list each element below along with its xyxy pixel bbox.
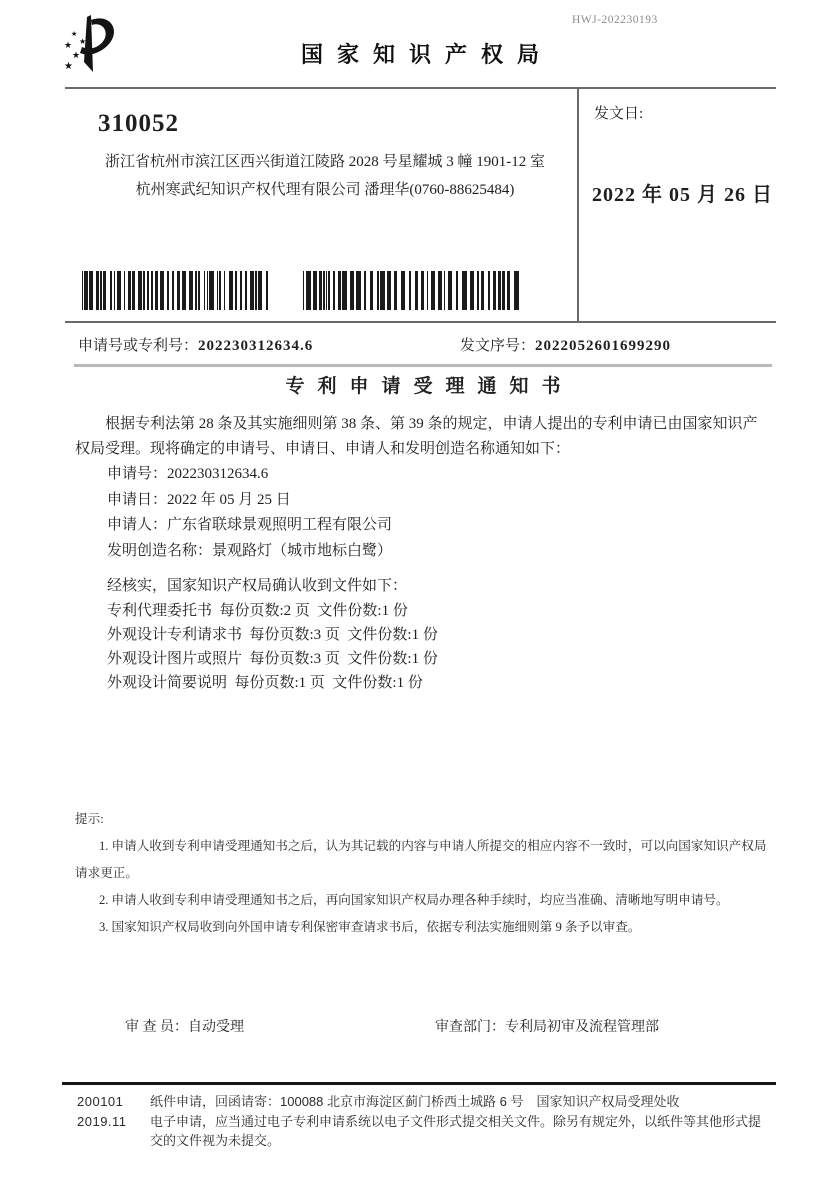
footer [77, 1092, 769, 1151]
serial-number-group [460, 334, 671, 355]
footer-paper-filing-note: 纸件申请，回函请寄：100088 北京市海淀区蓟门桥西土城路 6 号 国家知识产权局受理处收 [150, 1094, 680, 1109]
numbers-row [0, 334, 840, 360]
examiner-value: 自动受理 [188, 1020, 244, 1035]
logo-star-icon: ★ [79, 37, 87, 46]
footer-form-code: 200101 [77, 1094, 124, 1109]
document-line: 专利代理委托书 每份页数:2 页 文件份数:1 份 [107, 603, 408, 619]
logo-star-icon: ★ [72, 50, 81, 60]
detail-filing-date: 申请日：2022 年 05 月 25 日 [107, 491, 291, 508]
logo-star-icon: ★ [71, 30, 78, 38]
postal-code: 310052 [98, 110, 179, 137]
notice-body [75, 374, 771, 695]
department-label: 审查部门： [435, 1020, 505, 1035]
address-issue-divider [577, 88, 579, 322]
detail-invention-title: 发明创造名称：景观路灯（城市地标白鹭） [107, 542, 393, 559]
footer-version-code: 2019.11 [77, 1114, 127, 1129]
footer-row [77, 1092, 769, 1111]
hint-item: 2. 申请人收到专利申请受理通知书之后，再向国家知识产权局办理各种手续时，均应当准确、清晰地写明申请号。 [98, 893, 729, 907]
hints-section [75, 806, 773, 941]
detail-applicant: 申请人：广东省联球景观照明工程有限公司 [107, 517, 393, 533]
department-value: 专利局初审及流程管理部 [505, 1020, 659, 1035]
recipient-line: 杭州寒武纪知识产权代理有限公司 潘理华(0760-88625484) [135, 182, 515, 198]
section-divider [74, 364, 772, 367]
signoff-row [0, 1016, 840, 1040]
notice-title: 专利申请受理通知书 [285, 376, 574, 397]
issue-date-value: 2022 年 05 月 26 日 [592, 184, 773, 206]
document-reference-number: HWJ-202230193 [572, 14, 658, 26]
serial-number-barcode [303, 271, 524, 310]
examiner-label: 审 查 员： [125, 1020, 188, 1035]
department-group [435, 1016, 659, 1036]
document-line: 外观设计简要说明 每份页数:1 页 文件份数:1 份 [107, 675, 423, 691]
footer-efiling-note: 电子申请，应当通过电子专利申请系统以电子文件形式提交相关文件。除另有规定外，以纸件等其他形式提交的文件视为未提交。 [150, 1114, 762, 1148]
application-number-value: 202230312634.6 [198, 338, 314, 354]
serial-number-value: 2022052601699290 [535, 338, 672, 354]
hint-item: 3. 国家知识产权局收到向外国申请专利保密审查请求书后，依据专利法实施细则第 9 条予以审查。 [98, 920, 641, 934]
address-line: 浙江省杭州市滨江区西兴街道江陵路 2028 号星耀城 3 幢 1901-12 室 [105, 154, 545, 170]
addressee-block [78, 148, 572, 204]
logo-star-icon: ★ [64, 61, 73, 72]
footer-row [77, 1112, 769, 1150]
examiner-group [125, 1016, 244, 1036]
application-number-barcode [82, 271, 268, 310]
agency-title: 国家知识产权局 [300, 42, 553, 67]
hint-item: 1. 申请人收到专利申请受理通知书之后，认为其记载的内容与申请人所提交的相应内容不一致时，可以向国家知识产权局请求更正。 [75, 839, 767, 880]
serial-number-label: 发文序号： [460, 338, 536, 354]
detail-application-number: 申请号：202230312634.6 [107, 466, 269, 482]
logo-star-icon: ★ [64, 40, 73, 50]
issue-date-label: 发文日: [594, 106, 644, 122]
hints-label: 提示: [75, 812, 104, 826]
application-number-group [78, 334, 313, 355]
document-line: 外观设计专利请求书 每份页数:3 页 文件份数:1 份 [107, 627, 438, 643]
header-divider [65, 87, 776, 89]
confirmation-line: 经核实，国家知识产权局确认收到文件如下： [107, 578, 408, 594]
document-line: 外观设计图片或照片 每份页数:3 页 文件份数:1 份 [107, 651, 438, 667]
footer-divider [62, 1082, 776, 1085]
application-number-label: 申请号或专利号： [78, 338, 199, 354]
barcode-divider [65, 321, 776, 323]
notice-intro: 根据专利法第 28 条及其实施细则第 38 条、第 39 条的规定，申请人提出的专利申请已由国家知识产权局受理。现将确定的申请号、申请日、申请人和发明创造名称通知如下： [75, 416, 758, 457]
